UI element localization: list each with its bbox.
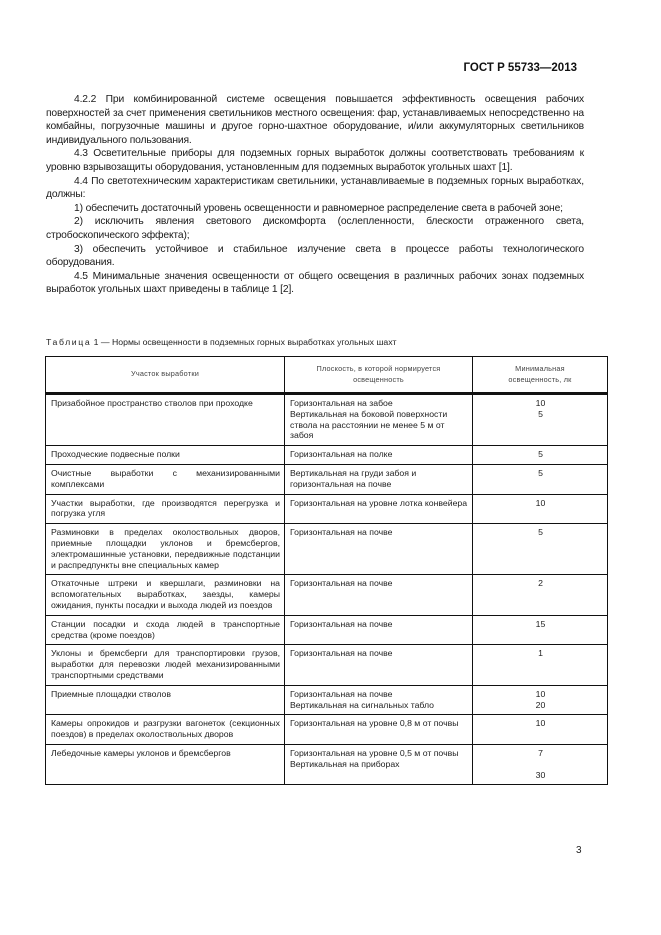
- table-row: [46, 394, 608, 446]
- cell-plane: [285, 715, 473, 745]
- value-text: 30: [535, 769, 546, 780]
- value-text: 10: [535, 497, 546, 508]
- cell-min-illuminance: [473, 685, 608, 715]
- value-text: 10: [535, 718, 546, 729]
- cell-min-illuminance: [473, 715, 608, 745]
- value-text: 10: [535, 688, 546, 699]
- plane-text: Горизонтальная на почве: [290, 527, 393, 538]
- cell-area: Камеры опрокидов и разгрузки вагонеток (секционных поездов) в пределах околоствольных дворов: [46, 715, 285, 745]
- list-item-1: 1) обеспечить достаточный уровень освещенности и равномерное распределение света в рабочей зоне;: [74, 202, 563, 214]
- table-row: [46, 446, 608, 465]
- document-code: ГОСТ Р 55733—2013: [463, 62, 577, 74]
- list-item-3: 3) обеспечить устойчивое и стабильное излучение света в процессе работы технологического оборудования.: [46, 243, 584, 269]
- value-text: 1: [538, 648, 543, 659]
- cell-plane: [285, 394, 473, 446]
- paragraph-4-3: 4.3 Осветительные приборы для подземных горных выработок должны соответствовать требованиям к уровню взрывозащиты оборудования, установленным для подземных выработок угольных шахт [1].: [46, 148, 584, 173]
- cell-area: Участки выработки, где производятся перегрузка и погрузка угля: [46, 494, 285, 524]
- plane-text: Горизонтальная на полке: [290, 449, 393, 460]
- cell-plane: [285, 645, 473, 685]
- list-item-2: 2) исключить явления светового дискомфорта (ослепленности, блескости отраженного света, стробоскопического эффекта);: [46, 216, 584, 241]
- page-number: 3: [576, 845, 582, 856]
- table-row: [46, 464, 608, 494]
- value-text: 2: [538, 578, 543, 589]
- plane-text: Горизонтальная на почве: [290, 648, 393, 659]
- cell-min-illuminance: [473, 575, 608, 615]
- plane-text: Горизонтальная на почве: [290, 688, 393, 699]
- cell-plane: [285, 524, 473, 575]
- table-row: [46, 645, 608, 685]
- cell-area: Очистные выработки с механизированными комплексами: [46, 464, 285, 494]
- table-row: [46, 615, 608, 645]
- cell-min-illuminance: [473, 744, 608, 784]
- header-plane: Плоскость, в которой нормируется освещенность: [285, 357, 473, 394]
- value-text: 5: [538, 467, 543, 478]
- table-caption-text: 1 — Нормы освещенности в подземных горных выработках угольных шахт: [91, 337, 397, 347]
- cell-min-illuminance: [473, 494, 608, 524]
- cell-min-illuminance: [473, 615, 608, 645]
- plane-text: Горизонтальная на почве: [290, 618, 393, 629]
- value-text: 5: [538, 449, 543, 460]
- cell-plane: [285, 575, 473, 615]
- table-row: [46, 744, 608, 784]
- value-text: 5: [538, 527, 543, 538]
- table-caption-label: Таблица: [46, 337, 92, 347]
- paragraph-4-5: 4.5 Минимальные значения освещенности от общего освещения в различных рабочих зонах подземных выработок угольных шахт приведены в таблице 1 [2].: [46, 270, 584, 296]
- cell-plane: [285, 494, 473, 524]
- table-row: [46, 715, 608, 745]
- cell-min-illuminance: [473, 446, 608, 465]
- cell-plane: [285, 744, 473, 784]
- cell-plane: [285, 446, 473, 465]
- plane-text: Вертикальная на груди забоя и горизонтальная на почве: [290, 467, 417, 489]
- table-caption: [46, 337, 396, 347]
- plane-text: Горизонтальная на забое: [290, 398, 393, 408]
- cell-area: Разминовки в пределах околоствольных дворов, приемные площадки уклонов и бремсбергов, электромашинные установки, передвижные подстанции и распредпункты вне специальных камер: [46, 524, 285, 575]
- plane-text: Горизонтальная на уровне 0,5 м от почвы: [290, 747, 459, 758]
- body-text: [46, 93, 584, 297]
- table-row: [46, 524, 608, 575]
- table-row: [46, 685, 608, 715]
- cell-area: Лебедочные камеры уклонов и бремсбергов: [46, 744, 285, 784]
- cell-plane: [285, 464, 473, 494]
- table-row: [46, 575, 608, 615]
- paragraph-4-4: 4.4 По светотехническим характеристикам светильники, устанавливаемые в подземных горных выработках, должны:: [46, 175, 584, 201]
- cell-min-illuminance: [473, 464, 608, 494]
- cell-plane: [285, 685, 473, 715]
- value-text: 7: [538, 747, 543, 758]
- plane-text: Вертикальная на сигнальных табло: [290, 699, 434, 710]
- cell-min-illuminance: [473, 524, 608, 575]
- value-text: 10: [535, 398, 546, 408]
- value-text: 15: [535, 618, 546, 629]
- cell-area: Станции посадки и схода людей в транспортные средства (кроме поездов): [46, 615, 285, 645]
- cell-area: Проходческие подвесные полки: [46, 446, 285, 465]
- plane-text: Горизонтальная на почве: [290, 578, 393, 589]
- table-row: [46, 494, 608, 524]
- plane-text: Горизонтальная на уровне лотка конвейера: [290, 497, 468, 508]
- spacer: [478, 759, 603, 770]
- cell-area: Уклоны и бремсберги для транспортировки грузов, выработки для перевозки людей механизированными транспортными средствами: [46, 645, 285, 685]
- plane-text: Горизонтальная на уровне 0,8 м от почвы: [290, 718, 459, 729]
- table-header-row: [46, 357, 608, 394]
- paragraph-4-2-2: 4.2.2 При комбинированной системе освещения повышается эффективность освещения рабочих поверхностей за счет применения светильников местного освещения: фар, устанавливаемых непосредственно на комбайны, погрузочные машины и другое горно-шахтное оборудование, и/или аккумуляторных светильников индивидуального пользования.: [46, 94, 584, 146]
- cell-area: Откаточные штреки и квершлаги, разминовки на вспомогательных выработках, заезды, камеры ожидания, пункты посадки и выхода людей из поездов: [46, 575, 285, 615]
- value-text: 20: [535, 699, 546, 710]
- plane-text: Вертикальная на приборах: [290, 758, 400, 769]
- header-min-illuminance: Минимальная освещенность, лк: [473, 357, 608, 394]
- cell-min-illuminance: [473, 645, 608, 685]
- cell-area: Призабойное пространство стволов при проходке: [46, 394, 285, 446]
- value-text: 5: [538, 408, 543, 419]
- cell-min-illuminance: [473, 394, 608, 446]
- illumination-norms-table: [45, 356, 608, 785]
- plane-text: Вертикальная на боковой поверхности ствола на расстоянии не менее 5 м от забоя: [290, 408, 448, 441]
- cell-plane: [285, 615, 473, 645]
- header-area: Участок выработки: [46, 357, 285, 394]
- cell-area: Приемные площадки стволов: [46, 685, 285, 715]
